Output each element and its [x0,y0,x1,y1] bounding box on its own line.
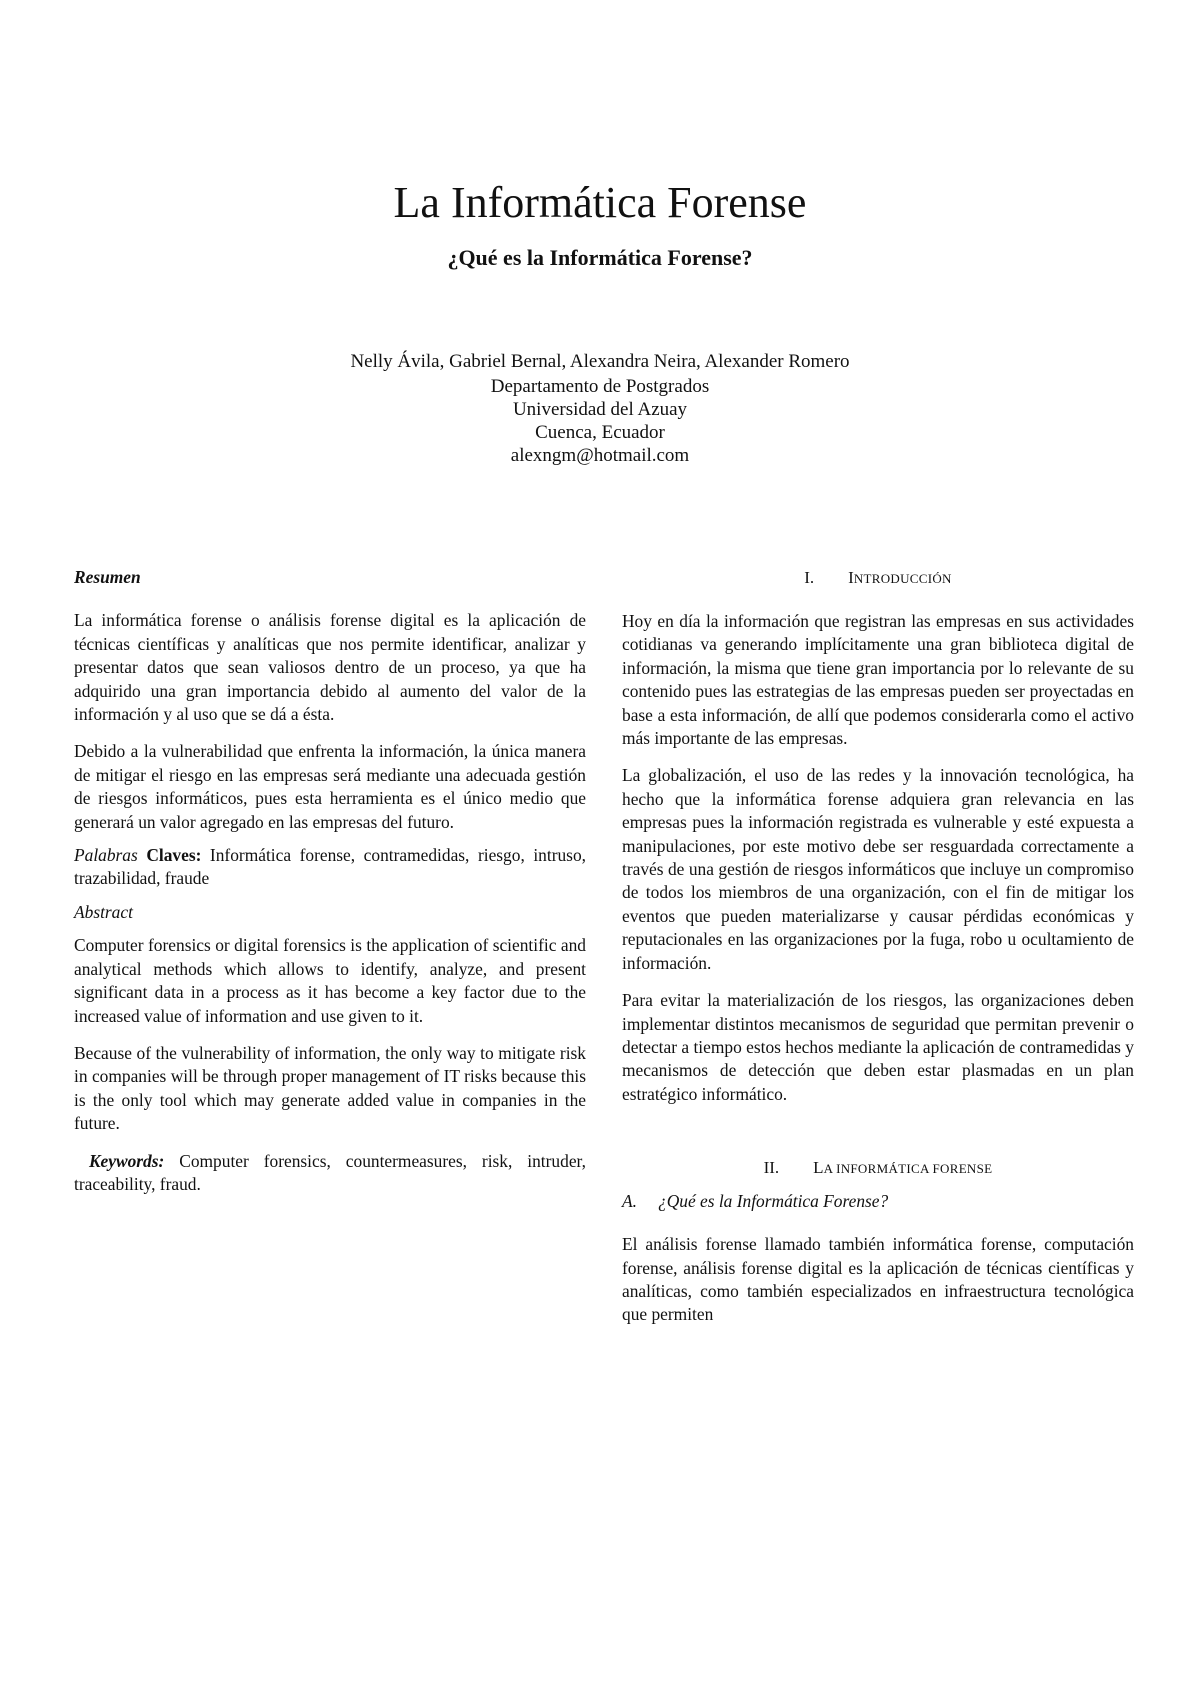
paper-subtitle: ¿Qué es la Informática Forense? [447,245,753,270]
resumen-paragraph-1: La informática forense o análisis forense digital es la aplicación de técnicas científicas y analíticas que nos permite identificar, analizar y presentar datos que sean valiosos dentro de un proceso, ya que ha adquirido una gran importancia debido al aumento del valor de la información y al uso que se dá a ésta. [74,610,586,725]
resumen-heading: Resumen [74,567,141,587]
abstract-paragraph-1: Computer forensics or digital forensics is the application of scientific and analytical methods which allows to identify, analyze, and present significant data in a process as it has become a key factor due to the increased value of information and use given to it. [74,935,586,1026]
keywords [74,1150,586,1197]
palabras-label: Palabras [74,845,138,866]
affiliation-university: Universidad del Azuay [512,399,688,420]
left-column [74,566,586,1196]
right-column [622,566,1134,1327]
section-title-rest: A INFORMÁTICA FORENSE [823,1161,993,1177]
abstract-paragraph-2: Because of the vulnerability of information, the only way to mitigate risk in companies will be through proper management of IT risks because this is the only tool which may generate added value in companies in the future. [74,1042,586,1134]
section-number: I. [804,568,815,587]
keywords-label: Keywords: [88,1150,165,1171]
claves-label: Claves: [146,845,202,866]
section-title-rest: NTRODUCCIÓN [853,571,952,586]
section-heading-introduccion [622,566,1134,590]
section2-paragraph-1: El análisis forense llamado también informática forense, computación forense, análisis forense digital es la aplicación de técnicas científicas y analíticas, como también especializados en infraestructura tecnológica que permiten [622,1234,1134,1325]
section-title-initial: L [813,1158,824,1178]
author-block [0,350,1200,467]
section-number: II. [763,1158,780,1178]
palabras-claves [74,844,586,891]
section-title-initial: I [848,568,854,587]
resumen-paragraph-2: Debido a la vulnerabilidad que enfrenta la información, la única manera de mitigar el riesgo en las empresas será mediante una adecuada gestión de riesgos informáticos, pues esta herramienta es el único medio que generará un valor agregado en las empresas del futuro. [74,741,586,832]
author-names: Nelly Ávila, Gabriel Bernal, Alexandra Neira, Alexander Romero [350,351,850,372]
intro-paragraph-1: Hoy en día la información que registran las empresas en sus actividades cotidianas va generando implícitamente una gran biblioteca digital de información, la misma que tiene gran importancia por lo relevante de su contenido pues las estrategias de las empresas pueden ser proyectadas en base a esta información, de allí que podemos considerarla como el activo más importante de las empresas. [622,611,1134,749]
affiliation-department: Departamento de Postgrados [490,376,710,397]
paper-title: La Informática Forense [393,178,807,227]
subsection-title: ¿Qué es la Informática Forense? [658,1191,889,1212]
palabras-text: Informática forense, contramedidas, riesgo, intruso, trazabilidad, fraude [74,845,586,889]
abstract-heading: Abstract [74,901,133,922]
keywords-text: Computer forensics, countermeasures, risk, intruder, traceability, fraud. [74,1150,586,1194]
affiliation-location: Cuenca, Ecuador [535,422,665,443]
paper-header [0,175,1200,273]
author-email: alexngm@hotmail.com [510,445,690,466]
subsection-heading [622,1190,1134,1213]
intro-paragraph-3: Para evitar la materialización de los riesgos, las organizaciones deben implementar distintos mecanismos de seguridad que permitan prevenir o detectar a tiempo estos hechos mediante la aplicación de contramedidas y mecanismos de detección que deben estar plasmadas en un plan estratégico informático. [622,990,1134,1104]
section-heading-informatica-forense [622,1156,1134,1180]
subsection-number: A. [622,1191,637,1212]
intro-paragraph-2: La globalización, el uso de las redes y la innovación tecnológica, ha hecho que la informática forense adquiera gran relevancia en las empresas pues la información registrada es vulnerable y esté expuesta a manipulaciones, por este motivo debe ser resguardada correctamente a través de una gestión de riesgos informáticos que incluye un compromiso de todos los miembros de una organización, con el fin de mitigar los eventos que pueden materializarse y causar pérdidas económicas y reputacionales en las organizaciones por la fuga, robo u ocultamiento de información. [622,765,1134,973]
